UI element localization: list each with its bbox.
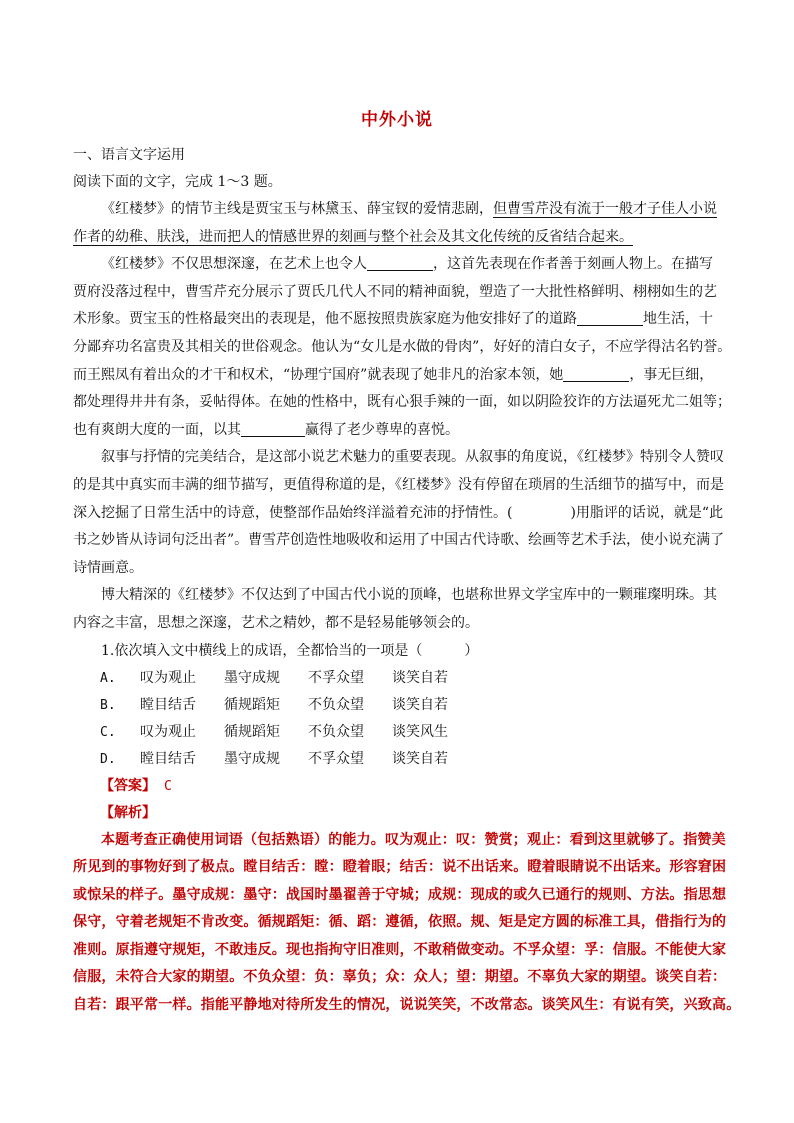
- option-word: 墨守成规: [224, 750, 280, 767]
- option-key: C.: [100, 724, 116, 740]
- analysis-line: 信服，未符合大家的期望。不负众望：负：辜负；众：众人；望：期望。不辜负大家的期望。谈笑自若：: [73, 969, 727, 986]
- option-a: [73, 665, 723, 692]
- blank-1: [367, 254, 433, 271]
- option-key: A.: [100, 670, 116, 686]
- p2-text: 而王熙凤有着出众的才干和权术，“协理宁国府”就表现了她非凡的治家本领，她: [73, 366, 564, 383]
- option-word: 谈笑自若: [392, 696, 448, 713]
- p3-line: 诗情画意。: [73, 559, 143, 576]
- options-list: [73, 665, 723, 773]
- p2-text: 地生活，十: [643, 311, 713, 328]
- p1-underline-b: 作者的幼稚、肤浅，进而把人的情感世界的刻画与整个社会及其文化传统的反省结合起来。: [73, 228, 633, 245]
- p3-text: 深入挖掘了日常生活中的诗意，使整部作品始终洋溢着充沛的抒情性。(: [73, 504, 513, 521]
- paragraph-4: [73, 582, 723, 637]
- analysis-line: 所见到的事物好到了极点。瞠目结舌：瞠：瞪着眼；结舌：说不出话来。瞪着眼睛说不出话来。形容窘困: [73, 859, 727, 876]
- analysis-line: 本题考查正确使用词语（包括熟语）的能力。叹为观止：叹：赞赏；观止：看到这里就够了。指赞美: [101, 831, 726, 848]
- page-title: 中外小说: [361, 110, 433, 130]
- option-word: 不负众望: [308, 696, 364, 713]
- option-word: 瞠目结舌: [140, 750, 196, 767]
- option-word: 谈笑风生: [392, 723, 448, 740]
- p2-text: ，这首先表现在作者善于刻画人物上。在描写: [433, 256, 713, 273]
- option-key: D.: [100, 751, 116, 767]
- analysis-body: [73, 827, 741, 1020]
- p2-text: 术形象。贾宝玉的性格最突出的表现是，他不愿按照贵族家庭为他安排好了的道路: [73, 311, 577, 328]
- analysis-heading: 【解析】: [100, 804, 156, 821]
- analysis-line: 保守，守着老规矩不肯改变。循规蹈矩：循、蹈：遵循，依照。规、矩是定方圆的标准工具，借指行为的: [73, 914, 727, 931]
- blank-2: [577, 309, 643, 326]
- answer-line: [73, 773, 723, 800]
- option-d: [73, 746, 723, 773]
- p2-line: 都处理得井井有条，妥帖得体。在她的性格中，既有心狠手辣的一面，如以阴险狡诈的方法逼死尤二姐等；: [73, 394, 731, 411]
- analysis-line: 自若：跟平常一样。指能平静地对待所发生的情况，说说笑笑，不改常态。谈笑风生：有说有笑，兴致高。: [73, 997, 741, 1014]
- section-heading: 一、语言文字运用: [73, 147, 185, 163]
- p4-line: 内容之丰富，思想之深邃，艺术之精妙，都不是轻易能够领会的。: [73, 614, 479, 631]
- option-word: 谈笑自若: [392, 669, 448, 686]
- p3-text: )用脂评的话说，就是“此: [570, 504, 724, 521]
- p2-text: ，事无巨细，: [629, 366, 714, 383]
- p2-line: 分鄙弃功名富贵及其相关的世俗观念。他认为“女儿是水做的骨肉”，好好的清白女子，不应学得沽名钓誉。: [73, 338, 732, 355]
- option-word: 不孚众望: [308, 669, 364, 686]
- answer-value: C: [164, 778, 172, 794]
- p4-line: 博大精深的《红楼梦》不仅达到了中国古代小说的顶峰，也堪称世界文学宝库中的一颗璀璨明珠。其: [101, 587, 717, 604]
- p2-text: 《红楼梦》不仅思想深邃，在艺术上也令人: [101, 256, 367, 273]
- p2-line: 贾府没落过程中，曹雪芹充分展示了贾氏几代人不同的精神面貌，塑造了一大批性格鲜明、栩栩如生的艺: [73, 283, 717, 300]
- p1-underline-a: 但曹雪芹没有流于一般才子佳人小说: [493, 201, 717, 217]
- paragraph-3: [73, 444, 723, 582]
- document-body: [73, 142, 741, 1020]
- option-word: 循规蹈矩: [224, 723, 280, 740]
- p1-text: 《红楼梦》的情节主线是贾宝玉与林黛玉、薛宝钗的爱情悲剧，: [101, 201, 493, 217]
- blank-3: [563, 365, 629, 382]
- option-word: 墨守成规: [224, 669, 280, 686]
- option-word: 叹为观止: [140, 669, 196, 686]
- option-key: B.: [100, 697, 116, 713]
- blank-4: [241, 420, 305, 437]
- option-word: 叹为观止: [140, 723, 196, 740]
- question-1: 1.依次填入文中横线上的成语，全都恰当的一项是（ ）: [101, 642, 479, 659]
- answer-label: 【答案】: [100, 777, 156, 794]
- option-word: 循规蹈矩: [224, 696, 280, 713]
- p2-text: 赢得了老少尊卑的喜悦。: [305, 421, 459, 438]
- option-c: [73, 719, 723, 746]
- option-b: [73, 692, 723, 719]
- p3-line: 的是其中真实而丰满的细节描写，更值得称道的是，《红楼梦》没有停留在琐屑的生活细节的描写中，而是: [73, 476, 724, 493]
- paragraph-1: [73, 196, 723, 251]
- analysis-line: 准则。原指遵守规矩，不敢违反。现也指拘守旧准则，不敢稍做变动。不孚众望：孚：信服。不能使大家: [73, 941, 727, 958]
- option-word: 不负众望: [308, 723, 364, 740]
- p2-text: 也有爽朗大度的一面，以其: [73, 421, 241, 438]
- option-word: 瞠目结舌: [140, 696, 196, 713]
- option-word: 谈笑自若: [392, 750, 448, 767]
- option-word: 不孚众望: [308, 750, 364, 767]
- instruction-text: 阅读下面的文字，完成 1～3 题。: [73, 174, 282, 190]
- p3-line: 书之妙皆从诗词句泛出者”。曹雪芹创造性地吸收和运用了中国古代诗歌、绘画等艺术手法，使小说充满了: [73, 532, 725, 549]
- p3-line: 叙事与抒情的完美结合，是这部小说艺术魅力的重要表现。从叙事的角度说，《红楼梦》特别令人赞叹: [101, 449, 724, 466]
- paragraph-2: [73, 251, 732, 444]
- analysis-line: 或惊呆的样子。墨守成规：墨守：战国时墨翟善于守城；成规：现成的或久已通行的规则、方法。指思想: [73, 886, 727, 903]
